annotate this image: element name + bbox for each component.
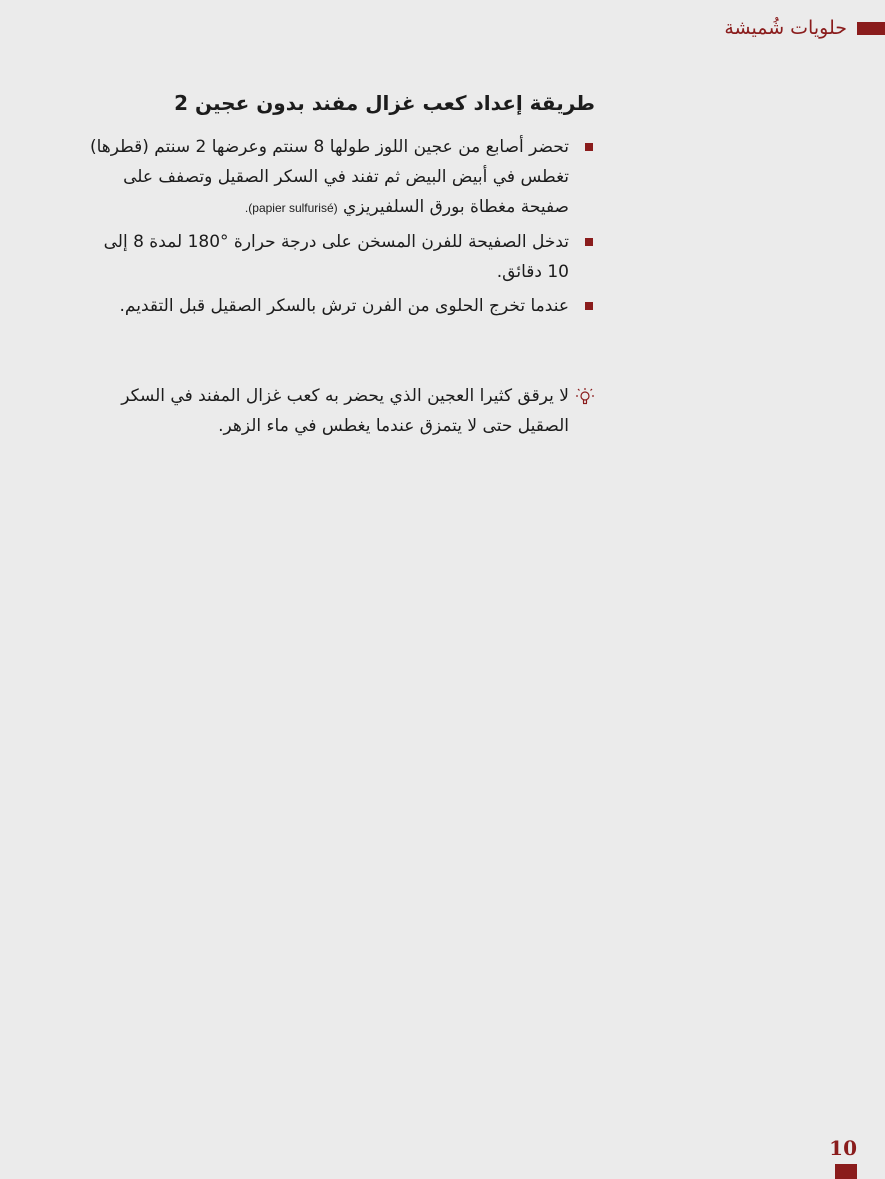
bullet-icon [585,302,593,310]
book-title: حلويات شُميشة [724,17,847,39]
step-text: عندما تخرج الحلوى من الفرن ترش بالسكر الصقيل قبل التقديم. [119,296,569,316]
step-text: تدخل الصفيحة للفرن المسخن على درجة حرارة °180 لمدة 8 إلى 10 دقائق. [103,232,569,282]
recipe-title: طريقة إعداد كعب غزال مفند بدون عجين 2 [174,91,595,115]
bullet-icon [585,238,593,246]
footer-accent-bar [835,1164,857,1179]
list-item [90,132,595,223]
lightbulb-icon [575,387,595,407]
step-note: (papier sulfurisé). [244,201,338,215]
header-accent-bar [857,22,885,35]
page-header [724,14,885,42]
page-number: 10 [829,1136,857,1160]
list-item [90,227,595,287]
step-text: تحضر أصابع من عجين اللوز طولها 8 سنتم وعرضها 2 سنتم (قطرها) تغطس في أبيض البيض ثم تفند في السكر الصقيل وتصفف على صفيحة مغطاة بورق السلفيريزي [89,137,569,217]
recipe-content [90,88,595,441]
bullet-icon [585,143,593,151]
tip-box [90,381,595,441]
list-item [90,291,595,321]
tip-text: لا يرقق كثيرا العجين الذي يحضر به كعب غزال المفند في السكر الصقيل حتى لا يتمزق عندما يغطس في ماء الزهر. [121,386,569,436]
